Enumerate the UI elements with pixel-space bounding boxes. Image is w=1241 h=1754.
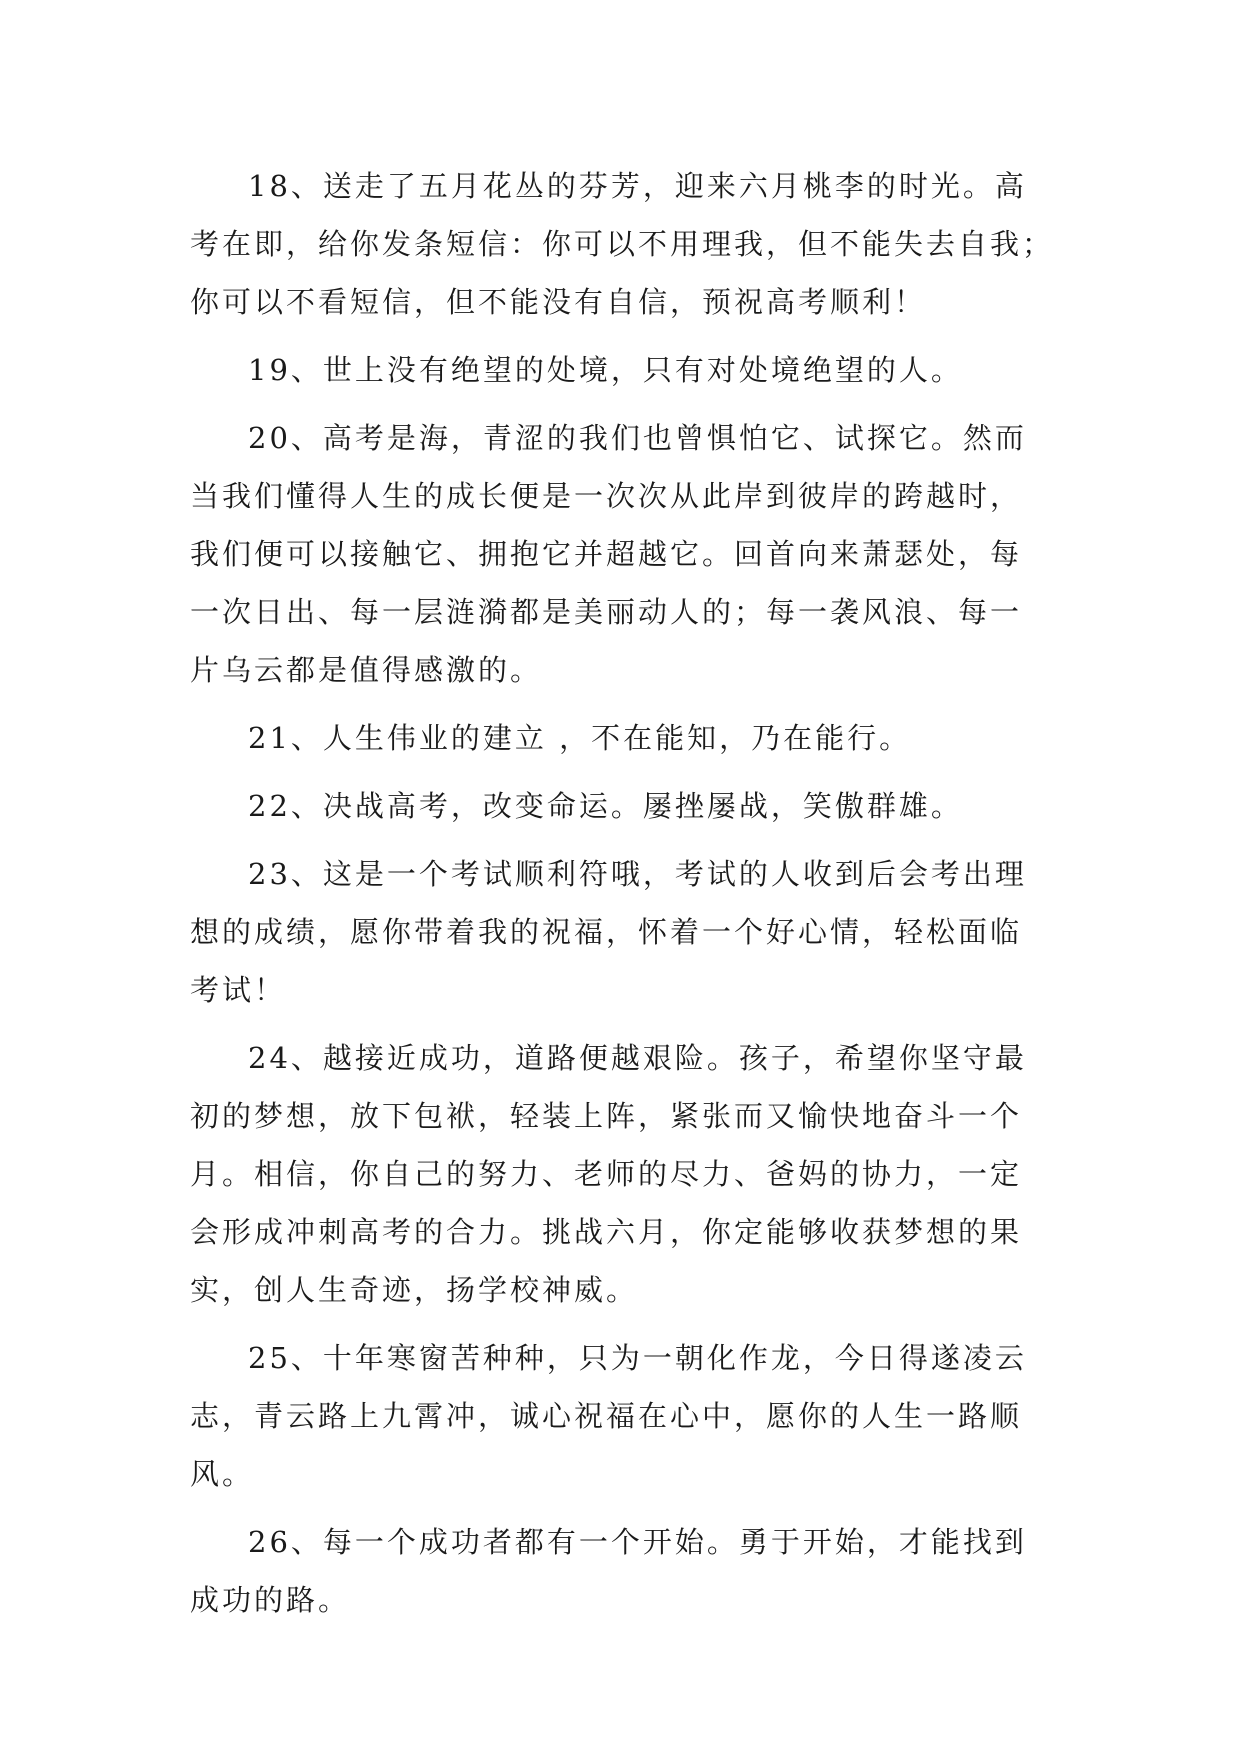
text-line: 当我们懂得人生的成长便是一次次从此岸到彼岸的跨越时， [190, 479, 1023, 513]
text-line: 21、人生伟业的建立 ，不在能知，乃在能行。 [248, 721, 912, 755]
text-line: 25、十年寒窗苦种种，只为一朝化作龙，今日得遂凌云 [248, 1341, 1027, 1375]
text-line: 想的成绩，愿你带着我的祝福，怀着一个好心情，轻松面临 [190, 915, 1023, 949]
text-line: 考试！ [190, 973, 287, 1007]
text-line: 月。相信，你自己的努力、老师的尽力、爸妈的协力，一定 [190, 1157, 1023, 1191]
text-line: 26、每一个成功者都有一个开始。勇于开始，才能找到 [248, 1525, 1027, 1559]
text-line: 你可以不看短信，但不能没有自信，预祝高考顺利！ [190, 285, 927, 319]
text-line: 20、高考是海，青涩的我们也曾惧怕它、试探它。然而 [248, 421, 1027, 455]
text-line: 会形成冲刺高考的合力。挑战六月，你定能够收获梦想的果 [190, 1215, 1023, 1249]
paragraph-22 [190, 777, 1070, 835]
text-line: 24、越接近成功，道路便越艰险。孩子，希望你坚守最 [248, 1041, 1027, 1075]
text-line: 初的梦想，放下包袱，轻装上阵，紧张而又愉快地奋斗一个 [190, 1099, 1023, 1133]
text-line: 成功的路。 [190, 1583, 351, 1617]
text-line: 片乌云都是值得感激的。 [190, 653, 543, 687]
paragraph-18 [190, 157, 1070, 331]
text-line: 23、这是一个考试顺利符哦，考试的人收到后会考出理 [248, 857, 1027, 891]
paragraph-23 [190, 845, 1070, 1019]
paragraph-21 [190, 709, 1070, 767]
text-line: 19、世上没有绝望的处境，只有对处境绝望的人。 [248, 353, 963, 387]
text-line: 实，创人生奇迹，扬学校神威。 [190, 1273, 639, 1307]
text-line: 风。 [190, 1457, 255, 1491]
paragraph-24 [190, 1029, 1070, 1319]
text-line: 22、决战高考，改变命运。屡挫屡战，笑傲群雄。 [248, 789, 963, 823]
paragraph-20 [190, 409, 1070, 699]
text-line: 18、送走了五月花丛的芬芳，迎来六月桃李的时光。高 [248, 169, 1027, 203]
text-line: 一次日出、每一层涟漪都是美丽动人的；每一袭风浪、每一 [190, 595, 1023, 629]
text-line: 考在即，给你发条短信：你可以不用理我，但不能失去自我； [190, 227, 1055, 261]
paragraph-19 [190, 341, 1070, 399]
text-line: 志，青云路上九霄冲，诚心祝福在心中，愿你的人生一路顺 [190, 1399, 1023, 1433]
document-body [190, 157, 1070, 1639]
text-line: 我们便可以接触它、拥抱它并超越它。回首向来萧瑟处，每 [190, 537, 1023, 571]
paragraph-26 [190, 1513, 1070, 1629]
paragraph-25 [190, 1329, 1070, 1503]
